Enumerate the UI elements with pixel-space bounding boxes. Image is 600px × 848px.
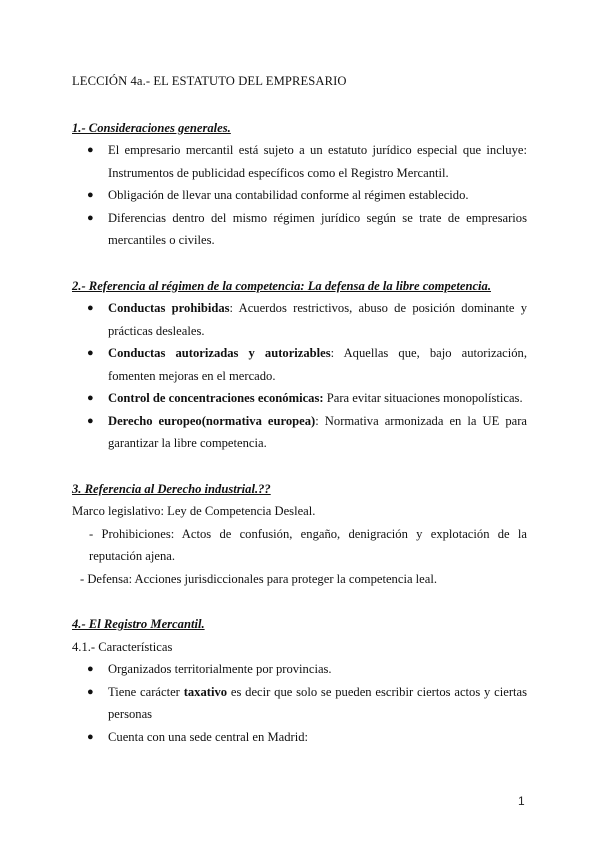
list-item-text-after: es decir que solo se pueden escribir ciertos actos y ciertas personas: [108, 684, 528, 721]
list-item-text: El empresario mercantil está sujeto a un estatuto jurídico especial que incluye: Instrumentos de publicidad específicos como el Registro Mercantil.: [108, 143, 527, 180]
bullet-icon: ●: [87, 685, 94, 698]
prohibitions-line: - Prohibiciones: Actos de confusión, engaño, denigración y explotación de la reputación ajena.: [89, 526, 527, 563]
bullet-icon: ●: [87, 347, 94, 359]
list-item: [72, 139, 527, 184]
document-page: [72, 70, 527, 748]
lesson-title: LECCIÓN 4a.- EL ESTATUTO DEL EMPRESARIO: [72, 74, 347, 88]
section-4-list: [72, 658, 527, 748]
term-description: Acuerdos restrictivos, abuso de posición dominante y prácticas desleales.: [108, 301, 527, 338]
term-label: Conductas autorizadas y autorizables: [108, 346, 331, 360]
list-item: [72, 410, 527, 455]
term-separator: :: [229, 301, 239, 315]
bullet-icon: ●: [87, 211, 94, 224]
legislative-framework-line: Marco legislativo: Ley de Competencia Desleal.: [72, 504, 316, 518]
subsection-heading: 4.1.- Características: [72, 639, 173, 654]
list-item-text: Diferencias dentro del mismo régimen jurídico según se trate de empresarios mercantiles o civiles.: [108, 210, 527, 247]
list-item: [72, 184, 527, 207]
bullet-icon: ●: [87, 392, 94, 404]
section-4-heading: 4.- El Registro Mercantil.: [72, 617, 205, 631]
list-item: [72, 658, 527, 681]
bullet-icon: ●: [87, 302, 94, 314]
bullet-icon: ●: [87, 730, 94, 743]
list-item: [72, 207, 527, 252]
page-number: 1: [518, 794, 525, 808]
term-separator: :: [315, 413, 325, 428]
term-separator: :: [330, 346, 344, 360]
list-item-text: Cuenta con una sede central en Madrid:: [108, 729, 309, 744]
section-2-list: [72, 297, 527, 455]
section-3-heading: 3. Referencia al Derecho industrial.??: [72, 481, 271, 496]
list-item: [72, 297, 527, 342]
list-item: [72, 387, 527, 410]
list-item: [72, 342, 527, 387]
bullet-icon: ●: [87, 663, 94, 675]
list-item-bold: taxativo: [183, 684, 228, 699]
section-1-heading: 1.- Consideraciones generales.: [72, 120, 231, 135]
term-label: Control de concentraciones económicas:: [108, 391, 324, 405]
section-2-heading: 2.- Referencia al régimen de la competencia: La defensa de la libre competencia.: [72, 278, 491, 293]
list-item-text: Tiene carácter: [108, 684, 184, 699]
term-description: Aquellas que, bajo autorización, fomenten mejoras en el mercado.: [108, 346, 527, 383]
list-item: [72, 681, 527, 726]
bullet-icon: ●: [87, 414, 94, 427]
term-label: Conductas prohibidas: [108, 301, 230, 315]
bullet-icon: ●: [87, 189, 94, 201]
list-item-text: Organizados territorialmente por provincias.: [108, 662, 332, 676]
bullet-icon: ●: [87, 144, 94, 156]
section-1-list: [72, 139, 527, 252]
list-item: [72, 726, 527, 749]
term-description: Para evitar situaciones monopolísticas.: [326, 391, 523, 405]
defense-line: - Defensa: Acciones jurisdiccionales para proteger la competencia leal.: [80, 571, 438, 586]
term-label: Derecho europeo(normativa europea): [108, 413, 316, 428]
list-item-text: Obligación de llevar una contabilidad conforme al régimen establecido.: [108, 188, 469, 202]
term-description: Normativa armonizada en la UE para garantizar la libre competencia.: [108, 413, 527, 450]
